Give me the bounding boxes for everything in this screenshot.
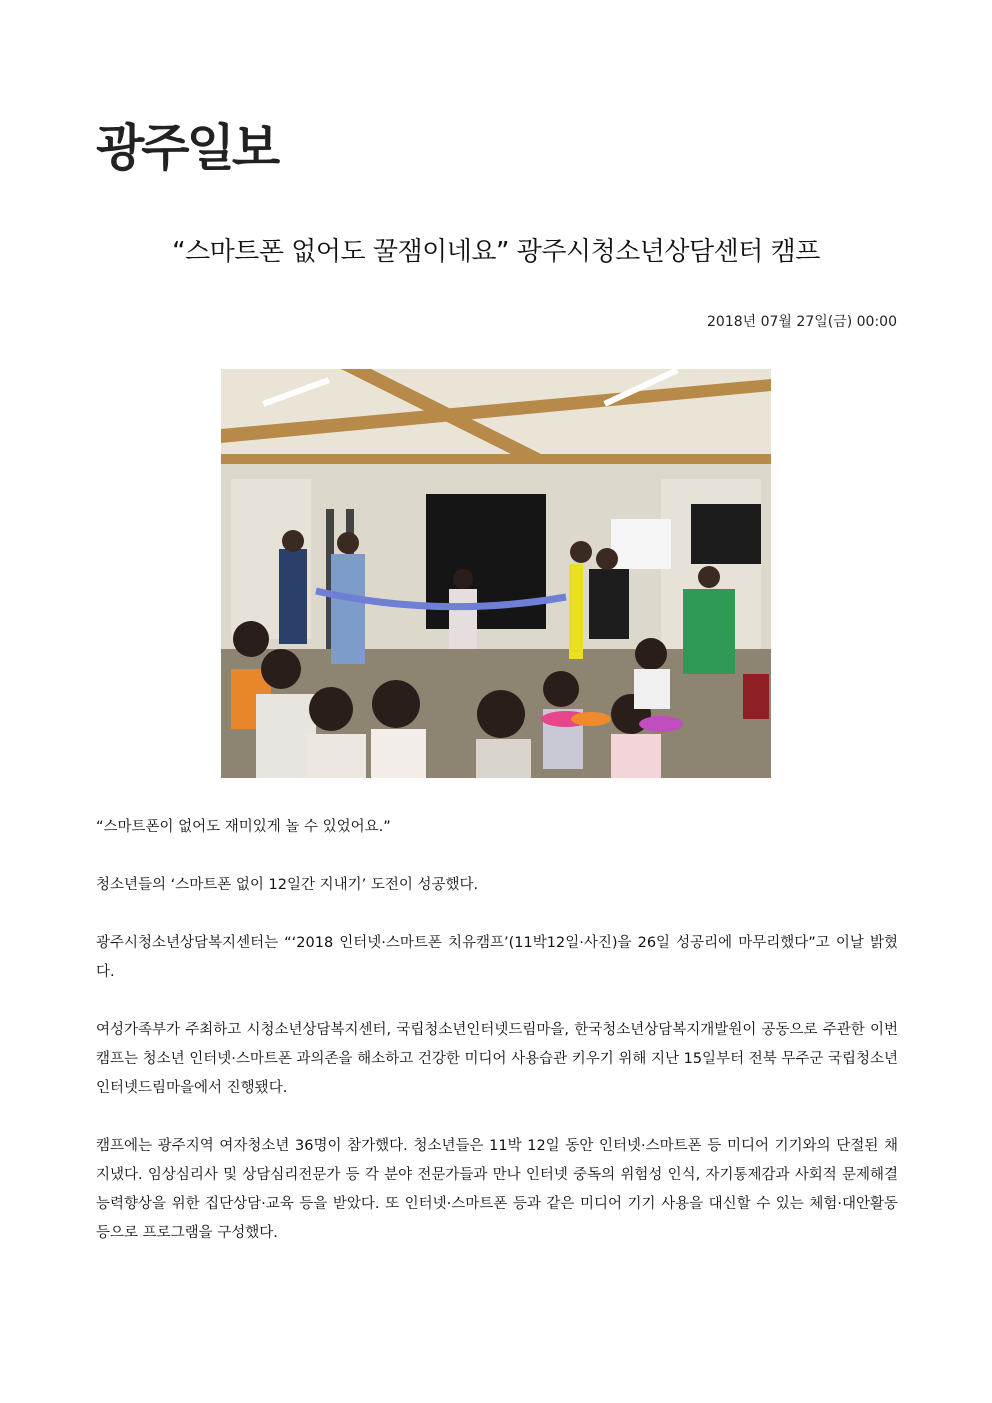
photo-person-head: [337, 532, 359, 554]
photo-audience-body: [634, 669, 670, 709]
article-paragraph: “스마트폰이 없어도 재미있게 놀 수 있었어요.”: [96, 819, 391, 835]
photo-green-cloth: [683, 589, 735, 674]
photo-person-head: [596, 548, 618, 570]
photo-floor-cloth: [639, 716, 683, 732]
photo-wood-beam: [221, 454, 771, 464]
article-paragraph: 캠프에는 광주지역 여자청소년 36명이 참가했다. 청소년들은 11박 12일 동안 인터넷·스마트폰 등 미디어 기기와의 단절된 채 지냈다. 임상심리사 및 상담심리전문가 등 각 분야 전문가들과 만나 인터넷 중독의 위험성 인식, 자기통제감과 사회적 문제해결 능력향상을 위한 집단상담·교육 등을 받았다. 또 인터넷·스마트폰 등과 같은 미디어 기기 사용을 대신할 수 있는 체험·대안활동 등으로 프로그램을 구성했다.: [96, 1138, 898, 1241]
photo-tv-screen: [691, 504, 761, 564]
photo-audience-head: [372, 680, 420, 728]
photo-person: [331, 554, 365, 664]
photo-person-head: [570, 541, 592, 563]
article-paragraph: 광주시청소년상담복지센터는 “‘2018 인터넷·스마트폰 치유캠프’(11박12일·사진)을 26일 성공리에 마무리했다”고 이날 밝혔다.: [96, 935, 898, 980]
article-paragraph: 청소년들의 ‘스마트폰 없이 12일간 지내기’ 도전이 성공했다.: [96, 877, 479, 893]
photo-audience-head: [543, 671, 579, 707]
photo-red-suitcase: [743, 674, 769, 719]
photo-audience-head: [309, 687, 353, 731]
article-headline: “스마트폰 없어도 꿀잼이네요” 광주시청소년상담센터 캠프: [172, 237, 820, 267]
photo-person-head: [282, 530, 304, 552]
photo-audience-head: [635, 638, 667, 670]
photo-audience-head: [477, 690, 525, 738]
photo-person: [279, 549, 307, 644]
photo-audience-head: [261, 649, 301, 689]
camp-activity-photo-illustration: [221, 369, 771, 778]
photo-whiteboard: [611, 519, 671, 569]
photo-audience-head: [233, 621, 269, 657]
photo-person-head: [698, 566, 720, 588]
article-dateline: 2018년 07월 27일(금) 00:00: [707, 314, 897, 330]
article-paragraph: 여성가족부가 주최하고 시청소년상담복지센터, 국립청소년인터넷드림마을, 한국청소년상담복지개발원이 공동으로 주관한 이번 캠프는 청소년 인터넷·스마트폰 과의존을 해소하고 건강한 미디어 사용습관 키우기 위해 지난 15일부터 전북 무주군 국립청소년인터넷드림마을에서 진행됐다.: [96, 1022, 898, 1096]
photo-person: [589, 569, 629, 639]
photo-audience-body: [371, 729, 426, 778]
photo-audience-body: [611, 734, 661, 778]
photo-yellow-scarf: [569, 564, 583, 659]
photo-audience-body: [306, 734, 366, 778]
photo-person: [449, 589, 477, 649]
newspaper-logo: 광주일보: [96, 119, 278, 177]
article-photo: [221, 369, 771, 778]
photo-person-head: [453, 569, 473, 589]
article-body: [96, 813, 898, 1277]
photo-floor-cloth: [571, 712, 611, 726]
photo-audience-body: [476, 739, 531, 778]
